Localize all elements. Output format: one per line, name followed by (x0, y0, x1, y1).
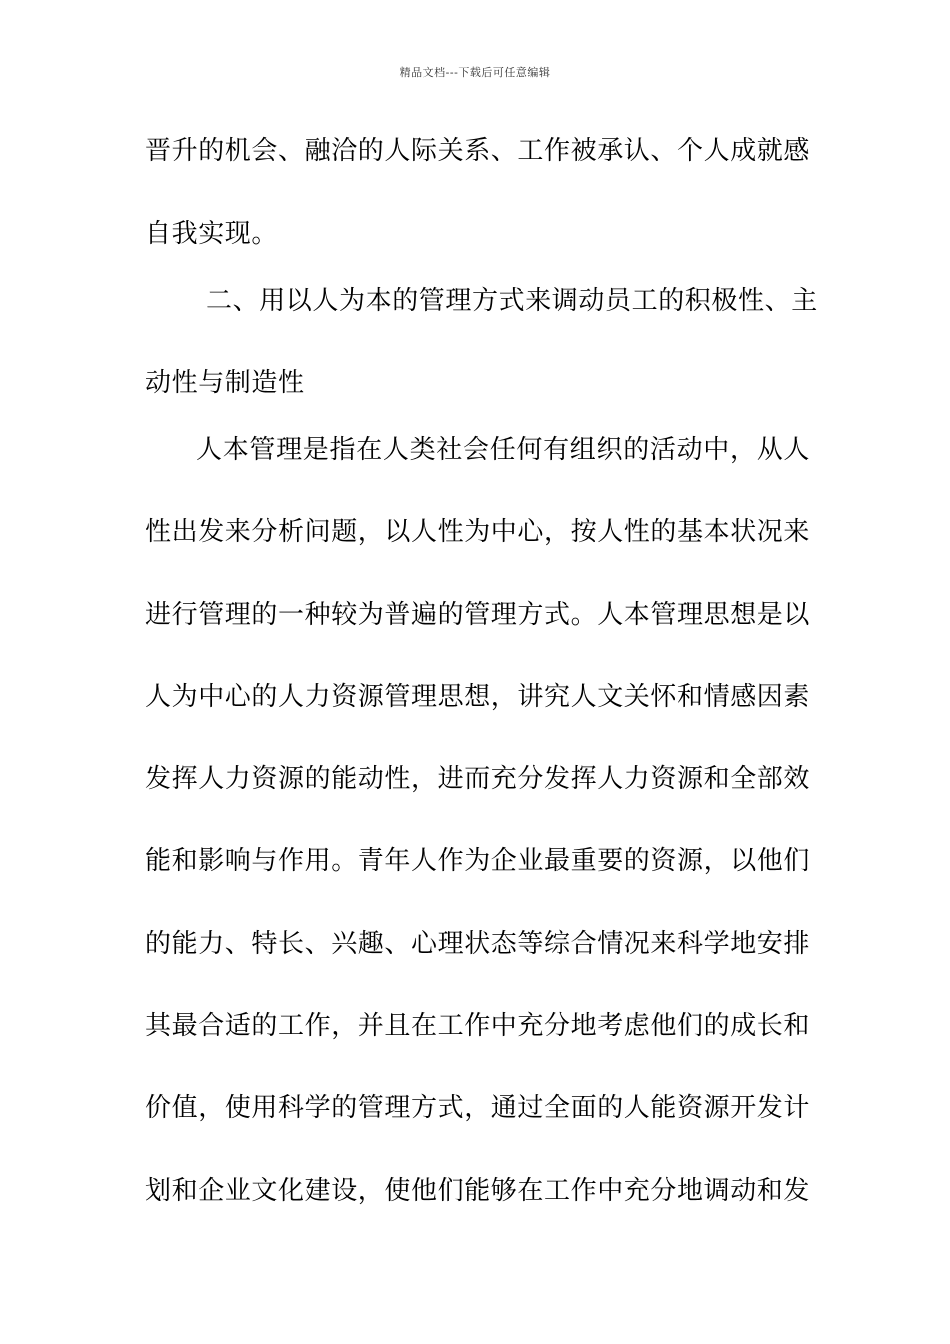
text-line: 能和影响与作用。青年人作为企业最重要的资源，以他们 (145, 846, 811, 876)
text-line: 性出发来分析问题，以人性为中心，按人性的基本状况来 (145, 517, 811, 547)
section-heading: 二、用以人为本的管理方式来调动员工的积极性、主 (206, 286, 818, 316)
text-line: 其最合适的工作，并且在工作中充分地考虑他们的成长和 (145, 1011, 811, 1041)
text-line: 人本管理是指在人类社会任何有组织的活动中，从人 (196, 435, 810, 465)
text-line: 划和企业文化建设，使他们能够在工作中充分地调动和发 (145, 1176, 811, 1206)
text-line: 自我实现。 (145, 219, 279, 249)
page-header-watermark: 精品文档---下载后可任意编辑 (399, 66, 551, 79)
text-line: 价值，使用科学的管理方式，通过全面的人能资源开发计 (145, 1093, 811, 1123)
section-heading-continuation: 动性与制造性 (145, 368, 305, 398)
text-line: 发挥人力资源的能动性，进而充分发挥人力资源和全部效 (145, 764, 811, 794)
text-line: 晋升的机会、融洽的人际关系、工作被承认、个人成就感 (145, 136, 811, 166)
text-line: 进行管理的一种较为普遍的管理方式。人本管理思想是以 (145, 600, 811, 630)
text-line: 人为中心的人力资源管理思想，讲究人文关怀和情感因素 (145, 682, 811, 712)
text-line: 的能力、特长、兴趣、心理状态等综合情况来科学地安排 (145, 929, 811, 959)
